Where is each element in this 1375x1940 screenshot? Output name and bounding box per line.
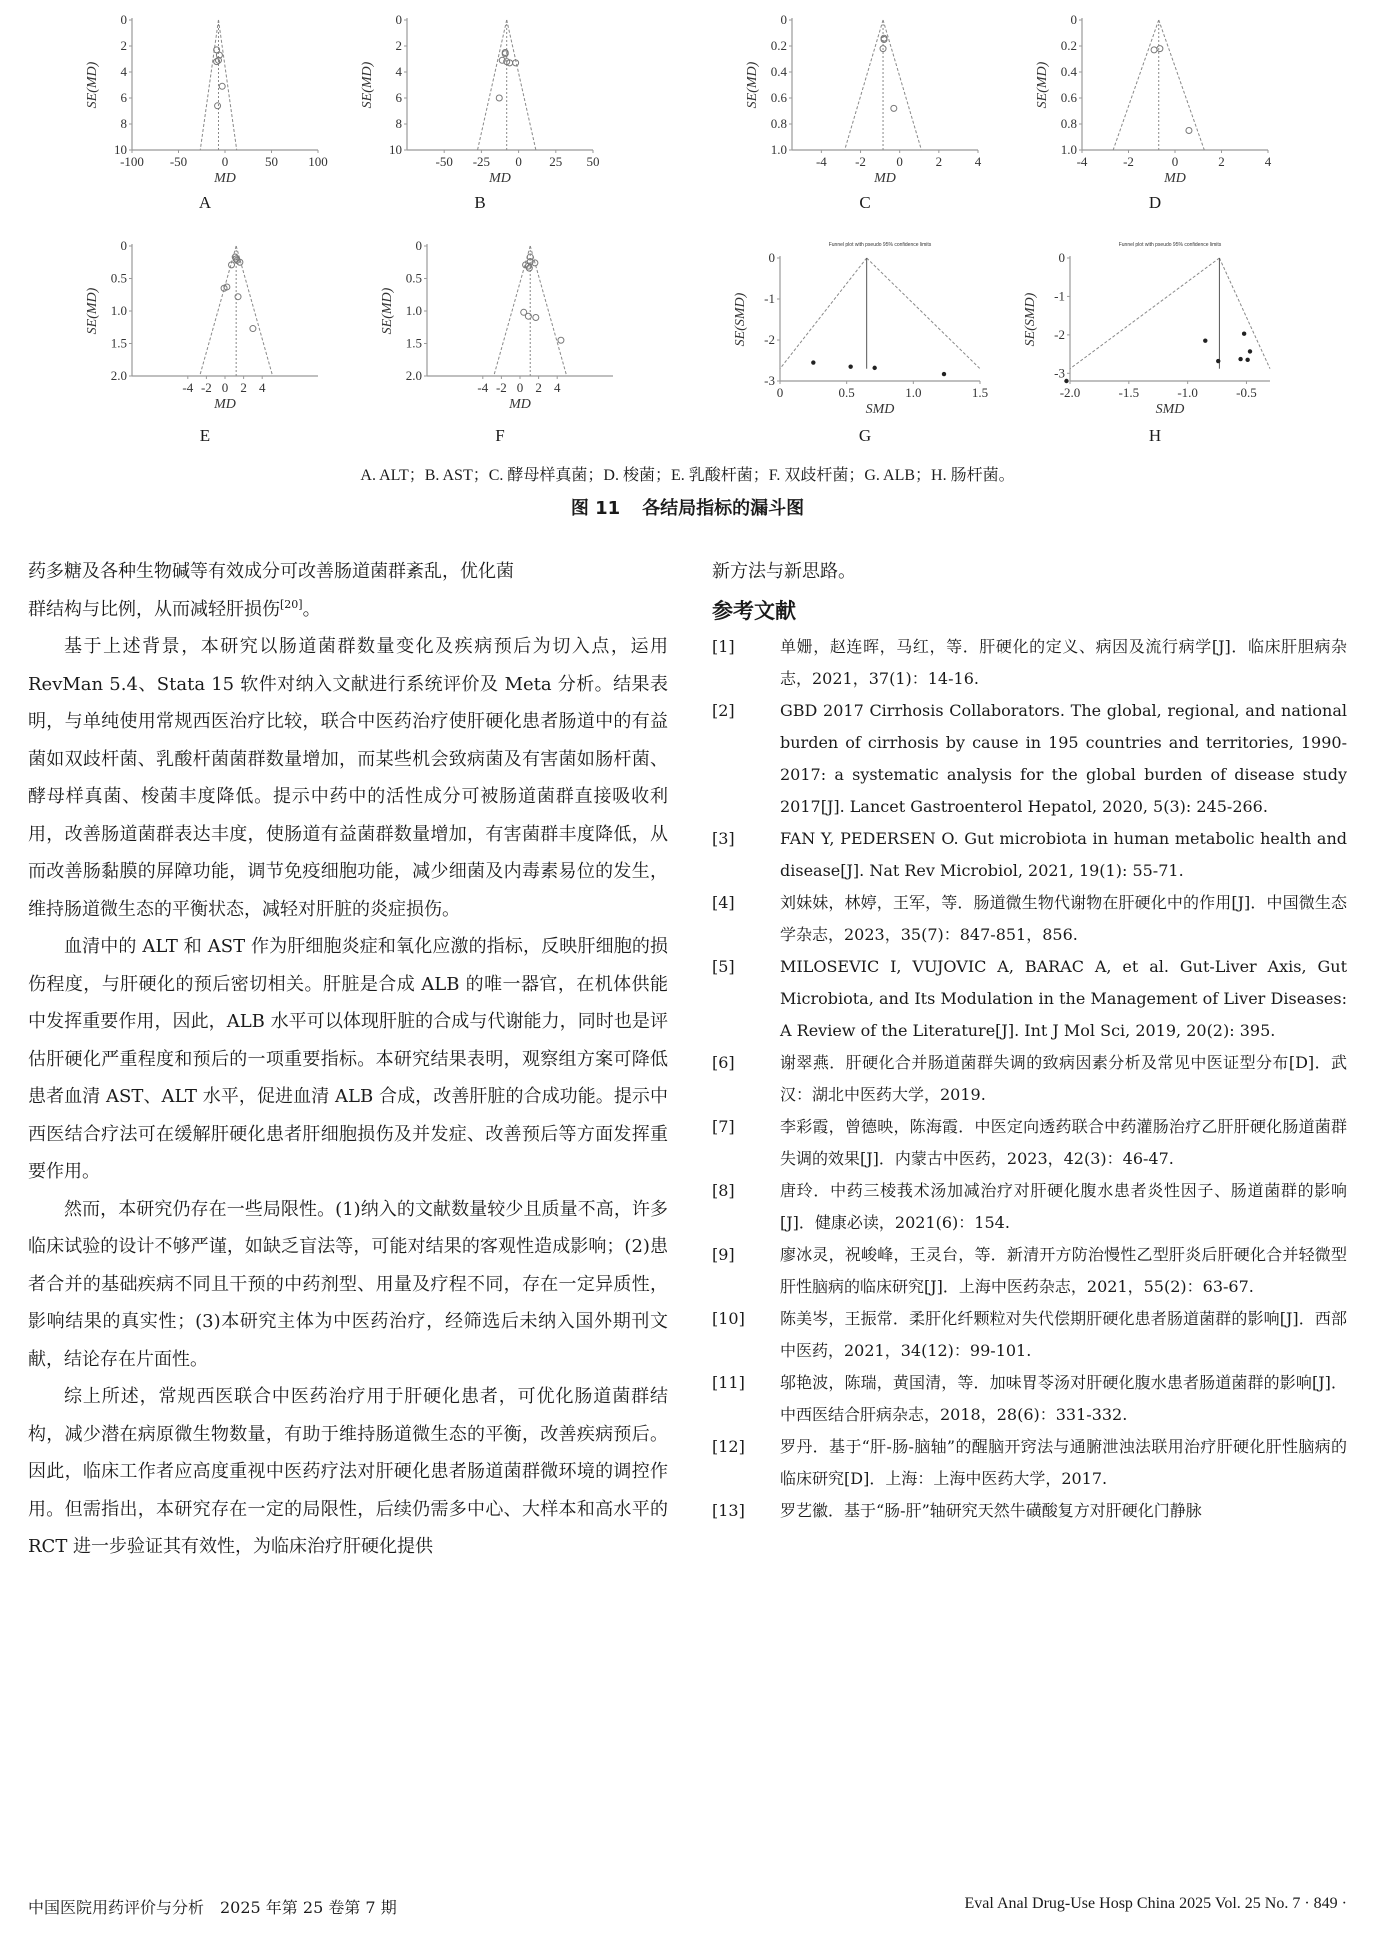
funnel-plot-c — [730, 10, 1000, 225]
funnel-left-limit — [1070, 258, 1219, 369]
reference-item — [712, 1111, 1347, 1175]
y-tick-label: -1 — [1054, 288, 1065, 304]
y-tick-label: 0 — [768, 250, 775, 265]
study-point — [1238, 357, 1242, 361]
x-tick-label: -4 — [182, 380, 194, 395]
study-point — [811, 360, 815, 364]
reference-number: [6] — [712, 1052, 735, 1072]
reference-item — [712, 951, 1347, 1047]
reference-text: FAN Y, PEDERSEN O. Gut microbiota in human metabolic health and disease[J]. Nat Rev Microbiol, 2021, 19(1): 55-71. — [780, 828, 1347, 880]
paragraph-continuation: 新方法与新思路。 — [712, 561, 856, 582]
study-point — [1151, 47, 1157, 53]
x-axis-label: MD — [489, 171, 511, 186]
y-tick-label: 0 — [415, 238, 422, 253]
x-tick-label: -50 — [169, 154, 188, 169]
study-point — [942, 372, 946, 376]
reference-text: 罗艺徽．基于“肠-肝”轴研究天然牛磺酸复方对肝硬化门静脉 — [780, 1500, 1202, 1520]
reference-number: [9] — [712, 1244, 735, 1264]
panel-label-c: C — [859, 193, 871, 212]
x-tick-label: 4 — [974, 154, 982, 169]
funnel-plot-d-svg — [1020, 10, 1290, 200]
panel-label-a: A — [198, 193, 212, 212]
x-tick-label: 4 — [553, 380, 561, 395]
x-tick-label: 2 — [240, 380, 247, 395]
funnel-left-limit — [494, 246, 530, 376]
y-axis-label: SE(MD) — [85, 287, 100, 335]
references-heading: 参考文献 — [712, 598, 796, 623]
reference-item — [712, 1239, 1347, 1303]
funnel-plot-h-svg — [1020, 236, 1290, 426]
reference-text: GBD 2017 Cirrhosis Collaborators. The global, regional, and national burden of cirrhosis by cause in 195 countries and territories, 1990-2017: a systematic analysis for the global burden of disease study 2017[J]. Lancet Gastroenterol Hepatol, 2020, 5(3): 245-266. — [780, 700, 1347, 816]
y-tick-label: 0.5 — [110, 270, 127, 286]
y-tick-label: -3 — [1054, 365, 1065, 381]
x-tick-label: -4 — [1076, 154, 1088, 169]
x-axis-label: SMD — [865, 402, 895, 417]
paragraph-2: 基于上述背景，本研究以肠道菌群数量变化及疾病预后为切入点，运用 RevMan 5.4、Stata 15 软件对纳入文献进行系统评价及 Meta 分析。结果表明，与单纯使用常规西医治疗比较，联合中医药治疗使肝硬化患者肠道中的有益菌如双歧杆菌、乳酸杆菌菌群数量增加，而某些机会致病菌及有害菌如肠杆菌、酵母样真菌、梭菌丰度降低。提示中药中的活性成分可被肠道菌群直接吸收利用，改善肠道菌群表达丰度，使肠道有益菌群数量增加，有害菌群丰度降低，从而改善肠黏膜的屏障功能，调节免疫细胞功能，减少细菌及内毒素易位的发生，维持肠道微生态的平衡状态，减轻对肝脏的炎症损伤。 — [28, 636, 668, 920]
x-axis-label: SMD — [1155, 402, 1185, 417]
y-tick-label: 2 — [120, 38, 127, 53]
y-tick-label: 1.5 — [110, 335, 127, 351]
y-axis-label: SE(SMD) — [733, 292, 748, 347]
y-tick-label: 6 — [395, 90, 402, 105]
reference-number: [3] — [712, 828, 735, 848]
y-axis-label: SE(SMD) — [1023, 292, 1038, 347]
figure-11 — [0, 0, 1375, 445]
y-tick-label: 8 — [395, 116, 402, 131]
x-tick-label: -25 — [472, 154, 491, 169]
funnel-plot-b-svg — [345, 10, 615, 200]
y-axis-label: SE(MD) — [745, 61, 760, 109]
study-point — [219, 83, 225, 89]
x-tick-label: 4 — [1264, 154, 1272, 169]
x-tick-label: 0 — [515, 154, 522, 169]
funnel-plot-a — [70, 10, 340, 225]
x-tick-label: -2 — [200, 380, 212, 395]
y-tick-label: -2 — [764, 332, 775, 347]
x-axis-label: MD — [214, 397, 236, 412]
left-column — [28, 553, 668, 1566]
y-tick-label: 0 — [120, 12, 127, 27]
y-tick-label: 4 — [395, 64, 402, 79]
reference-number: [13] — [712, 1500, 745, 1520]
study-point — [1203, 338, 1207, 342]
y-tick-label: 0.6 — [1060, 90, 1077, 105]
funnel-right-limit — [218, 20, 236, 150]
y-tick-label: 0 — [1058, 250, 1065, 265]
reference-number: [5] — [712, 956, 735, 976]
study-point — [526, 265, 532, 271]
x-tick-label: -2 — [855, 154, 866, 169]
panel-label-h: H — [1148, 426, 1162, 445]
panel-label-f: F — [495, 426, 505, 445]
y-tick-label: 1.0 — [110, 303, 127, 318]
figure-title-text: 各结局指标的漏斗图 — [642, 498, 805, 519]
reference-number: [10] — [712, 1308, 745, 1328]
reference-text: 刘妹妹，林婷，王军，等．肠道微生物代谢物在肝硬化中的作用[J]．中国微生态学杂志，2023，35(7)：847-851，856. — [780, 892, 1347, 944]
y-tick-label: 10 — [114, 142, 127, 157]
reference-text: 单姗，赵连晖，马红，等．肝硬化的定义、病因及流行病学[J]．临床肝胆病杂志，2021，37(1)：14-16. — [780, 636, 1347, 688]
y-tick-label: 0 — [780, 12, 787, 27]
reference-item — [712, 887, 1347, 951]
x-tick-label: 50 — [586, 154, 600, 169]
y-tick-label: 6 — [120, 90, 127, 105]
reference-list — [712, 631, 1347, 1527]
y-tick-label: 1.0 — [770, 142, 787, 157]
reference-item — [712, 1175, 1347, 1239]
funnel-plot-e-svg — [70, 236, 340, 426]
reference-text: MILOSEVIC I, VUJOVIC A, BARAC A, et al. Gut-Liver Axis, Gut Microbiota, and Its Modulation in the Management of Liver Diseases: A Review of the Literature[J]. Int J Mol Sci, 2019, 20(2): 395. — [780, 956, 1347, 1040]
panel-label-g: G — [858, 426, 872, 445]
funnel-plot-f-svg — [365, 236, 635, 426]
funnel-plot-e — [70, 236, 340, 451]
x-tick-label: 0 — [776, 385, 784, 400]
x-axis-label: MD — [509, 397, 531, 412]
reference-number: [12] — [712, 1436, 745, 1456]
study-point — [525, 313, 531, 319]
y-tick-label: 0 — [395, 12, 402, 27]
right-column — [712, 553, 1347, 1527]
x-tick-label: 50 — [265, 154, 278, 169]
study-point — [1186, 128, 1192, 134]
reference-text: 谢翠燕．肝硬化合并肠道菌群失调的致病因素分析及常见中医证型分布[D]．武汉：湖北中医药大学，2019. — [780, 1052, 1347, 1104]
funnel-plot-a-svg — [70, 10, 340, 200]
funnel-plot-c-svg — [730, 10, 1000, 200]
x-tick-label: -1.0 — [1177, 385, 1198, 400]
funnel-plot-g-svg — [730, 236, 1000, 426]
x-axis-label: MD — [1164, 171, 1186, 186]
x-tick-label: 0 — [221, 154, 229, 169]
figure-legend: A. ALT；B. AST；C. 酵母样真菌；D. 梭菌；E. 乳酸杆菌；F. 双歧杆菌；G. ALB；H. 肠杆菌。 — [360, 467, 1015, 484]
reference-item — [712, 1367, 1347, 1431]
reference-item — [712, 1495, 1347, 1527]
x-tick-label: 4 — [258, 380, 266, 395]
x-tick-label: -100 — [120, 154, 144, 169]
reference-item — [712, 631, 1347, 695]
plot-title: Funnel plot with pseudo 95% confidence limits — [828, 242, 932, 248]
x-tick-label: 1.5 — [971, 385, 989, 400]
footer-journal-en: Eval Anal Drug-Use Hosp China 2025 Vol. 25 No. 7 · 849 · — [964, 1895, 1347, 1912]
y-tick-label: -2 — [1054, 326, 1065, 342]
reference-number: [11] — [712, 1372, 745, 1392]
x-tick-label: 1.0 — [905, 385, 922, 400]
funnel-plot-d — [1020, 10, 1290, 225]
paragraph-4: 然而，本研究仍存在一些局限性。(1)纳入的文献数量较少且质量不高，许多临床试验的设计不够严谨，如缺乏盲法等，可能对结果的客观性造成影响；(2)患者合并的基础疾病不同且干预的中药剂型、用量及疗程不同，存在一定异质性，影响结果的真实性；(3)本研究主体为中医药治疗，经筛选后未纳入国外期刊文献，结论存在片面性。 — [28, 1198, 668, 1370]
reference-number: [7] — [712, 1116, 735, 1136]
y-tick-label: 4 — [120, 64, 127, 79]
study-point — [235, 294, 241, 300]
panel-label-b: B — [474, 193, 486, 212]
funnel-plot-f — [365, 236, 635, 451]
y-tick-label: 2 — [395, 38, 402, 53]
study-point — [496, 95, 502, 101]
study-point — [848, 364, 852, 368]
y-tick-label: 8 — [120, 116, 127, 131]
funnel-right-limit — [1159, 20, 1205, 150]
funnel-plot-g — [730, 236, 1000, 451]
y-tick-label: 1.5 — [405, 335, 422, 351]
funnel-right-limit — [883, 20, 921, 150]
x-tick-label: -1.5 — [1118, 385, 1140, 400]
funnel-right-limit — [507, 20, 536, 150]
x-tick-label: -2 — [1123, 154, 1134, 169]
funnel-left-limit — [780, 258, 867, 369]
paragraph-3: 血清中的 ALT 和 AST 作为肝细胞炎症和氧化应激的指标，反映肝细胞的损伤程度，与肝硬化的预后密切相关。肝脏是合成 ALB 的唯一器官，在机体供能中发挥重要作用，因此，ALB 水平可以体现肝脏的合成与代谢能力，同时也是评估肝硬化严重程度和预后的一项重要指标。本研究结果表明，观察组方案可降低患者血清 AST、ALT 水平，促进血清 ALB 合成，改善肝脏的合成功能。提示中西医结合疗法可在缓解肝硬化患者肝细胞损伤及并发症、改善预后等方面发挥重要作用。 — [28, 936, 668, 1182]
x-tick-label: -50 — [435, 154, 453, 169]
funnel-left-limit — [845, 20, 883, 150]
x-tick-label: 25 — [549, 154, 563, 169]
reference-text: 邬艳波，陈瑞，黄国清，等．加味胃苓汤对肝硬化腹水患者肠道菌群的影响[J]．中西医结合肝病杂志，2018，28(6)：331-332. — [780, 1372, 1347, 1424]
y-tick-label: 0.8 — [1060, 116, 1077, 131]
reference-text: 唐玲．中药三棱莪术汤加减治疗对肝硬化腹水患者炎性因子、肠道菌群的影响[J]．健康必读，2021(6)：154. — [780, 1180, 1347, 1232]
study-point — [215, 103, 221, 109]
reference-item — [712, 1303, 1347, 1367]
study-point — [533, 315, 539, 321]
y-tick-label: -1 — [764, 291, 775, 306]
x-tick-label: -2.0 — [1059, 385, 1081, 400]
reference-text: 陈美岑，王振常．柔肝化纤颗粒对失代偿期肝硬化患者肠道菌群的影响[J]．西部中医药，2021，34(12)：99-101. — [780, 1308, 1347, 1360]
reference-text: 罗丹．基于“肝-肠-脑轴”的醒脑开窍法与通腑泄浊法联用治疗肝硬化肝性脑病的临床研究[D]．上海：上海中医药大学，2017. — [780, 1436, 1347, 1488]
study-point — [872, 366, 876, 370]
funnel-left-limit — [1113, 20, 1159, 150]
funnel-plot-b — [345, 10, 615, 225]
paragraph-1-end: 。 — [302, 598, 321, 620]
study-point — [1242, 332, 1246, 336]
y-tick-label: -3 — [764, 373, 775, 388]
footer-journal-cn: 中国医院用药评价与分析 2025 年第 25 卷第 7 期 — [28, 1898, 397, 1917]
panel-label-e: E — [199, 426, 211, 445]
y-tick-label: 10 — [389, 142, 402, 157]
y-axis-label: SE(MD) — [360, 61, 375, 109]
funnel-right-limit — [236, 246, 272, 376]
reference-text: 廖冰灵，祝峻峰，王灵台，等．新清开方防治慢性乙型肝炎后肝硬化合并轻微型肝性脑病的临床研究[J]．上海中医药杂志，2021，55(2)：63-67. — [780, 1244, 1347, 1296]
study-point — [1157, 46, 1163, 52]
funnel-left-limit — [200, 20, 218, 150]
y-tick-label: 1.0 — [405, 303, 422, 318]
x-tick-label: 2 — [535, 380, 542, 395]
paragraph-5: 综上所述，常规西医联合中医药治疗用于肝硬化患者，可优化肠道菌群结构，减少潜在病原微生物数量，有助于维持肠道微生态的平衡，改善疾病预后。因此，临床工作者应高度重视中医药疗法对肝硬化患者肠道菌群微环境的调控作用。但需指出，本研究存在一定的局限性，后续仍需多中心、大样本和高水平的 RCT 进一步验证其有效性，为临床治疗肝硬化提供 — [28, 1386, 668, 1557]
funnel-left-limit — [478, 20, 507, 150]
y-tick-label: 0.2 — [770, 38, 787, 53]
study-point — [891, 105, 897, 111]
study-point — [1248, 349, 1252, 353]
x-tick-label: -0.5 — [1236, 385, 1257, 400]
x-tick-label: -4 — [815, 154, 827, 169]
reference-number: [1] — [712, 636, 735, 656]
x-tick-label: -4 — [477, 380, 489, 395]
y-tick-label: 0.6 — [770, 90, 787, 105]
x-tick-label: 100 — [308, 154, 328, 169]
reference-item — [712, 823, 1347, 887]
funnel-left-limit — [200, 246, 236, 376]
y-tick-label: 2.0 — [405, 368, 422, 383]
y-tick-label: 0.5 — [405, 270, 422, 286]
study-point — [558, 337, 564, 343]
y-tick-label: 0.4 — [770, 64, 787, 79]
paragraph-1-text: 群结构与比例，从而减轻肝损伤 — [28, 598, 280, 620]
y-axis-label: SE(MD) — [1035, 61, 1050, 109]
reference-text: 李彩霞，曾德映，陈海霞．中医定向透药联合中药灌肠治疗乙肝肝硬化肠道菌群失调的效果[J]．内蒙古中医药，2023，42(3)：46-47. — [780, 1116, 1347, 1168]
reference-number: [8] — [712, 1180, 735, 1200]
x-tick-label: 2 — [1218, 154, 1225, 169]
y-tick-label: 0.8 — [770, 116, 787, 131]
funnel-plot-h — [1020, 236, 1290, 451]
study-point — [1064, 379, 1068, 383]
study-point — [250, 326, 256, 332]
y-tick-label: 0 — [120, 238, 127, 253]
x-tick-label: -2 — [495, 380, 507, 395]
figure-title — [0, 494, 1375, 520]
funnel-right-limit — [1219, 258, 1270, 369]
reference-number: [2] — [712, 700, 735, 720]
reference-item — [712, 1047, 1347, 1111]
citation-20: [20] — [280, 597, 303, 611]
figure-number: 图 11 — [570, 498, 621, 519]
y-tick-label: 1.0 — [1060, 142, 1077, 157]
y-axis-label: SE(MD) — [380, 287, 395, 335]
study-point — [1216, 359, 1220, 363]
reference-number: [4] — [712, 892, 735, 912]
x-tick-label: 2 — [935, 154, 943, 169]
reference-item — [712, 695, 1347, 823]
y-tick-label: 0.4 — [1060, 64, 1077, 79]
paragraph-1-line-1: 药多糖及各种生物碱等有效成分可改善肠道菌群紊乱，优化菌 — [28, 561, 514, 582]
plot-title: Funnel plot with pseudo 95% confidence limits — [1118, 242, 1222, 248]
funnel-right-limit — [867, 258, 980, 369]
x-axis-label: MD — [214, 171, 236, 186]
x-tick-label: 0.5 — [838, 385, 855, 400]
x-axis-label: MD — [874, 171, 896, 186]
y-tick-label: 0 — [1070, 12, 1077, 27]
study-point — [1245, 358, 1249, 362]
panel-label-d: D — [1148, 193, 1162, 212]
reference-item — [712, 1431, 1347, 1495]
paragraph-1-line-2 — [28, 591, 668, 629]
y-tick-label: 2.0 — [110, 368, 127, 383]
x-tick-label: 0 — [221, 380, 229, 395]
x-tick-label: 0 — [516, 380, 524, 395]
y-axis-label: SE(MD) — [85, 61, 100, 109]
y-tick-label: 0.2 — [1060, 38, 1077, 53]
x-tick-label: 0 — [896, 154, 903, 169]
x-tick-label: 0 — [1171, 154, 1179, 169]
